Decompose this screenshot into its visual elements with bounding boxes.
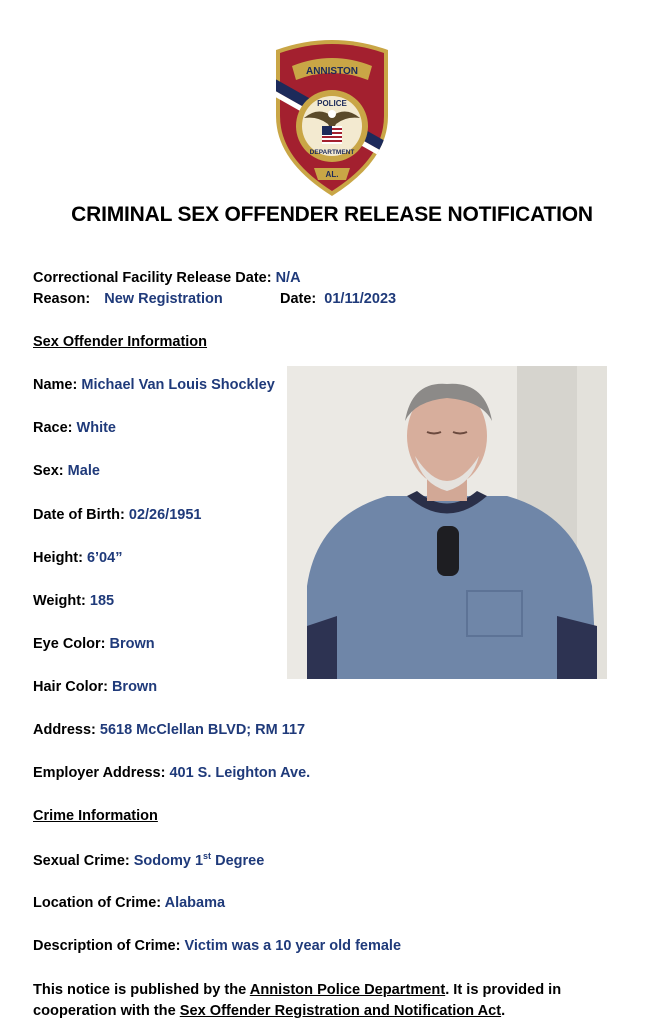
- offender-height-value: 6’04”: [86, 550, 123, 566]
- sexual-crime-line: [33, 851, 264, 869]
- badge-bottom-text: DEPARTMENT: [309, 149, 355, 156]
- crime-section-heading: Crime Information: [33, 808, 158, 824]
- offender-hair-color-value: Brown: [111, 679, 158, 695]
- offender-race-line: [33, 420, 116, 436]
- offender-hair-color-line: [33, 679, 157, 695]
- release-date-label: Correctional Facility Release Date:: [33, 270, 272, 286]
- offender-sex-value: Male: [67, 463, 100, 479]
- offender-address-line: [33, 722, 305, 738]
- crime-location-label: Location of Crime:: [33, 895, 162, 911]
- footer-text: cooperation with the: [33, 1003, 180, 1019]
- footer-text: This notice is published by the: [33, 982, 250, 998]
- reason-value: New Registration: [104, 291, 223, 307]
- footer-line-1: [33, 982, 561, 998]
- offender-photo: [287, 366, 607, 679]
- field-label: Eye Color:: [33, 636, 106, 652]
- footer-text: . It is provided in: [445, 982, 562, 998]
- anniston-police-link[interactable]: Anniston Police Department: [249, 982, 446, 998]
- field-label: Name:: [33, 377, 78, 393]
- offender-employer-value: 401 S. Leighton Ave.: [169, 765, 311, 781]
- crime-location-value: Alabama: [164, 895, 226, 911]
- sexual-crime-label: Sexual Crime:: [33, 852, 130, 869]
- notice-date-label: Date:: [280, 291, 317, 307]
- offender-dob-line: [33, 507, 201, 523]
- footer-line-2: [33, 1003, 505, 1019]
- police-badge-logo: [270, 36, 394, 200]
- offender-height-line: [33, 550, 122, 566]
- badge-middle-text: POLICE: [317, 99, 347, 108]
- field-label: Sex:: [33, 463, 64, 479]
- badge-shield-icon: [270, 36, 394, 200]
- badge-top-text: ANNISTON: [305, 66, 359, 77]
- notice-date-line: [280, 291, 396, 307]
- field-label: Hair Color:: [33, 679, 108, 695]
- crime-description-value: Victim was a 10 year old female: [184, 938, 402, 954]
- offender-sex-line: [33, 463, 100, 479]
- crime-description-line: [33, 938, 401, 954]
- notice-date-value: 01/11/2023: [324, 291, 397, 307]
- badge-state-text: AL.: [325, 170, 339, 179]
- sexual-crime-value-sup: st: [203, 851, 212, 861]
- offender-employer-line: [33, 765, 310, 781]
- sorna-act-link[interactable]: Sex Offender Registration and Notification Act: [179, 1003, 502, 1019]
- offender-eye-color-value: Brown: [109, 636, 155, 652]
- sexual-crime-value-main: Sodomy 1: [133, 852, 204, 869]
- offender-address-value: 5618 McClellan BLVD; RM 117: [99, 722, 306, 738]
- field-label: Employer Address:: [33, 765, 166, 781]
- footer-text: .: [501, 1003, 506, 1019]
- sexual-crime-value: [134, 853, 265, 869]
- offender-name-value: Michael Van Louis Shockley: [81, 377, 275, 393]
- field-label: Address:: [33, 722, 96, 738]
- offender-weight-value: 185: [89, 593, 115, 609]
- crime-description-label: Description of Crime:: [33, 938, 181, 954]
- field-label: Height:: [33, 550, 83, 566]
- reason-line: [33, 291, 223, 307]
- offender-section-heading: Sex Offender Information: [33, 334, 208, 350]
- field-label: Weight:: [33, 593, 86, 609]
- offender-race-value: White: [76, 420, 116, 436]
- field-label: Race:: [33, 420, 73, 436]
- release-date-line: [33, 270, 301, 286]
- crime-location-line: [33, 895, 225, 911]
- offender-eye-color-line: [33, 636, 155, 652]
- offender-dob-value: 02/26/1951: [128, 507, 202, 523]
- person-photo-icon: [287, 366, 607, 679]
- page-title: CRIMINAL SEX OFFENDER RELEASE NOTIFICATION: [71, 203, 593, 226]
- offender-weight-line: [33, 593, 114, 609]
- release-date-value: N/A: [275, 270, 301, 286]
- field-label: Date of Birth:: [33, 507, 125, 523]
- reason-label: Reason:: [33, 291, 91, 307]
- sexual-crime-value-end: Degree: [211, 852, 265, 869]
- offender-name-line: [33, 377, 275, 393]
